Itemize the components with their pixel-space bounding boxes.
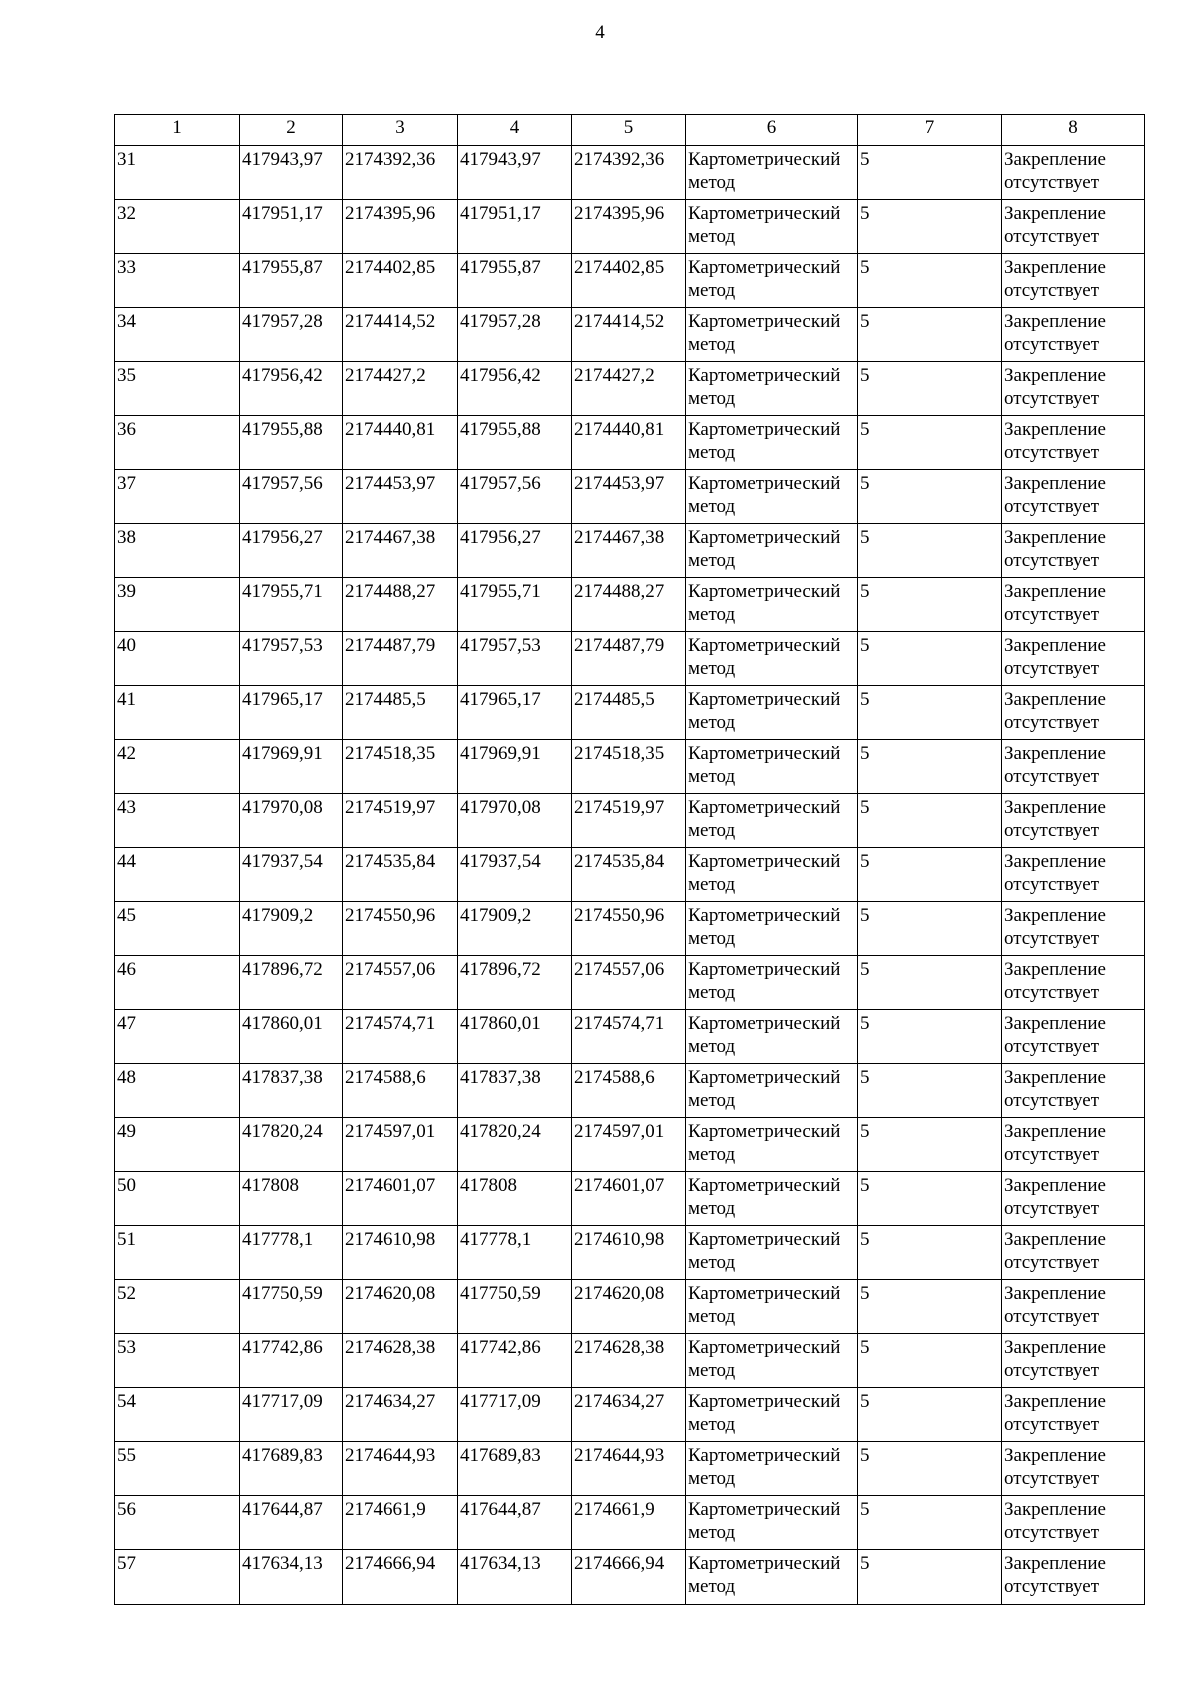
coordinates-table <box>114 114 1145 1605</box>
y-coordinate-cell: 2174574,71 <box>343 1010 458 1064</box>
point-number-cell: 46 <box>115 956 240 1010</box>
accuracy-cell: 5 <box>858 1010 1002 1064</box>
table-row <box>115 686 1145 740</box>
y-coordinate-cell: 2174518,35 <box>343 740 458 794</box>
x-coordinate-cell: 417860,01 <box>240 1010 343 1064</box>
table-row <box>115 1064 1145 1118</box>
table-body <box>115 146 1145 1605</box>
y-coordinate-cell: 2174414,52 <box>572 308 686 362</box>
y-coordinate-cell: 2174485,5 <box>572 686 686 740</box>
fixing-description-cell: Закрепление отсутствует <box>1002 254 1145 308</box>
x-coordinate-cell: 417896,72 <box>240 956 343 1010</box>
accuracy-cell: 5 <box>858 308 1002 362</box>
x-coordinate-cell: 417644,87 <box>240 1496 343 1550</box>
accuracy-cell: 5 <box>858 848 1002 902</box>
y-coordinate-cell: 2174574,71 <box>572 1010 686 1064</box>
y-coordinate-cell: 2174402,85 <box>572 254 686 308</box>
fixing-description-cell: Закрепление отсутствует <box>1002 1388 1145 1442</box>
accuracy-cell: 5 <box>858 1226 1002 1280</box>
x-coordinate-cell: 417943,97 <box>240 146 343 200</box>
y-coordinate-cell: 2174557,06 <box>572 956 686 1010</box>
y-coordinate-cell: 2174440,81 <box>572 416 686 470</box>
accuracy-cell: 5 <box>858 1442 1002 1496</box>
table-row <box>115 254 1145 308</box>
method-cell: Картометрический метод <box>686 1118 858 1172</box>
y-coordinate-cell: 2174588,6 <box>343 1064 458 1118</box>
y-coordinate-cell: 2174488,27 <box>572 578 686 632</box>
x-coordinate-cell: 417957,28 <box>458 308 572 362</box>
x-coordinate-cell: 417951,17 <box>458 200 572 254</box>
x-coordinate-cell: 417970,08 <box>458 794 572 848</box>
method-cell: Картометрический метод <box>686 308 858 362</box>
method-cell: Картометрический метод <box>686 470 858 524</box>
y-coordinate-cell: 2174610,98 <box>343 1226 458 1280</box>
accuracy-cell: 5 <box>858 1496 1002 1550</box>
x-coordinate-cell: 417957,56 <box>240 470 343 524</box>
y-coordinate-cell: 2174661,9 <box>572 1496 686 1550</box>
x-coordinate-cell: 417742,86 <box>240 1334 343 1388</box>
table-row <box>115 308 1145 362</box>
point-number-cell: 43 <box>115 794 240 848</box>
table-row <box>115 1118 1145 1172</box>
accuracy-cell: 5 <box>858 416 1002 470</box>
column-header: 7 <box>858 115 1002 146</box>
point-number-cell: 53 <box>115 1334 240 1388</box>
y-coordinate-cell: 2174392,36 <box>572 146 686 200</box>
y-coordinate-cell: 2174610,98 <box>572 1226 686 1280</box>
table-row <box>115 1442 1145 1496</box>
fixing-description-cell: Закрепление отсутствует <box>1002 470 1145 524</box>
method-cell: Картометрический метод <box>686 902 858 956</box>
accuracy-cell: 5 <box>858 1334 1002 1388</box>
fixing-description-cell: Закрепление отсутствует <box>1002 632 1145 686</box>
y-coordinate-cell: 2174453,97 <box>343 470 458 524</box>
point-number-cell: 51 <box>115 1226 240 1280</box>
method-cell: Картометрический метод <box>686 146 858 200</box>
y-coordinate-cell: 2174414,52 <box>343 308 458 362</box>
x-coordinate-cell: 417956,27 <box>240 524 343 578</box>
fixing-description-cell: Закрепление отсутствует <box>1002 794 1145 848</box>
fixing-description-cell: Закрепление отсутствует <box>1002 362 1145 416</box>
x-coordinate-cell: 417778,1 <box>458 1226 572 1280</box>
accuracy-cell: 5 <box>858 902 1002 956</box>
x-coordinate-cell: 417957,53 <box>458 632 572 686</box>
fixing-description-cell: Закрепление отсутствует <box>1002 1496 1145 1550</box>
y-coordinate-cell: 2174467,38 <box>343 524 458 578</box>
y-coordinate-cell: 2174535,84 <box>572 848 686 902</box>
method-cell: Картометрический метод <box>686 1388 858 1442</box>
accuracy-cell: 5 <box>858 1388 1002 1442</box>
table-row <box>115 1496 1145 1550</box>
y-coordinate-cell: 2174519,97 <box>343 794 458 848</box>
table-row <box>115 524 1145 578</box>
accuracy-cell: 5 <box>858 956 1002 1010</box>
accuracy-cell: 5 <box>858 1172 1002 1226</box>
y-coordinate-cell: 2174601,07 <box>572 1172 686 1226</box>
table-row <box>115 848 1145 902</box>
x-coordinate-cell: 417955,71 <box>458 578 572 632</box>
accuracy-cell: 5 <box>858 578 1002 632</box>
x-coordinate-cell: 417644,87 <box>458 1496 572 1550</box>
table-row <box>115 200 1145 254</box>
column-header: 1 <box>115 115 240 146</box>
point-number-cell: 31 <box>115 146 240 200</box>
point-number-cell: 40 <box>115 632 240 686</box>
y-coordinate-cell: 2174666,94 <box>343 1550 458 1605</box>
x-coordinate-cell: 417943,97 <box>458 146 572 200</box>
fixing-description-cell: Закрепление отсутствует <box>1002 578 1145 632</box>
fixing-description-cell: Закрепление отсутствует <box>1002 308 1145 362</box>
y-coordinate-cell: 2174634,27 <box>572 1388 686 1442</box>
y-coordinate-cell: 2174402,85 <box>343 254 458 308</box>
x-coordinate-cell: 417955,87 <box>240 254 343 308</box>
y-coordinate-cell: 2174588,6 <box>572 1064 686 1118</box>
point-number-cell: 55 <box>115 1442 240 1496</box>
fixing-description-cell: Закрепление отсутствует <box>1002 1226 1145 1280</box>
y-coordinate-cell: 2174550,96 <box>343 902 458 956</box>
fixing-description-cell: Закрепление отсутствует <box>1002 146 1145 200</box>
method-cell: Картометрический метод <box>686 1172 858 1226</box>
fixing-description-cell: Закрепление отсутствует <box>1002 1280 1145 1334</box>
y-coordinate-cell: 2174395,96 <box>343 200 458 254</box>
point-number-cell: 38 <box>115 524 240 578</box>
point-number-cell: 41 <box>115 686 240 740</box>
fixing-description-cell: Закрепление отсутствует <box>1002 1172 1145 1226</box>
method-cell: Картометрический метод <box>686 1010 858 1064</box>
method-cell: Картометрический метод <box>686 1442 858 1496</box>
y-coordinate-cell: 2174519,97 <box>572 794 686 848</box>
y-coordinate-cell: 2174488,27 <box>343 578 458 632</box>
x-coordinate-cell: 417896,72 <box>458 956 572 1010</box>
table-row <box>115 1280 1145 1334</box>
x-coordinate-cell: 417955,71 <box>240 578 343 632</box>
fixing-description-cell: Закрепление отсутствует <box>1002 740 1145 794</box>
column-header: 3 <box>343 115 458 146</box>
x-coordinate-cell: 417937,54 <box>240 848 343 902</box>
method-cell: Картометрический метод <box>686 362 858 416</box>
x-coordinate-cell: 417969,91 <box>240 740 343 794</box>
y-coordinate-cell: 2174666,94 <box>572 1550 686 1605</box>
y-coordinate-cell: 2174395,96 <box>572 200 686 254</box>
method-cell: Картометрический метод <box>686 1550 858 1605</box>
method-cell: Картометрический метод <box>686 1226 858 1280</box>
y-coordinate-cell: 2174628,38 <box>572 1334 686 1388</box>
method-cell: Картометрический метод <box>686 1334 858 1388</box>
x-coordinate-cell: 417742,86 <box>458 1334 572 1388</box>
accuracy-cell: 5 <box>858 1064 1002 1118</box>
accuracy-cell: 5 <box>858 524 1002 578</box>
y-coordinate-cell: 2174427,2 <box>572 362 686 416</box>
method-cell: Картометрический метод <box>686 632 858 686</box>
y-coordinate-cell: 2174487,79 <box>572 632 686 686</box>
fixing-description-cell: Закрепление отсутствует <box>1002 1334 1145 1388</box>
x-coordinate-cell: 417969,91 <box>458 740 572 794</box>
fixing-description-cell: Закрепление отсутствует <box>1002 1118 1145 1172</box>
fixing-description-cell: Закрепление отсутствует <box>1002 848 1145 902</box>
y-coordinate-cell: 2174518,35 <box>572 740 686 794</box>
table-row <box>115 956 1145 1010</box>
accuracy-cell: 5 <box>858 794 1002 848</box>
y-coordinate-cell: 2174557,06 <box>343 956 458 1010</box>
table-header <box>115 115 1145 146</box>
table-row <box>115 1334 1145 1388</box>
column-header: 6 <box>686 115 858 146</box>
accuracy-cell: 5 <box>858 1550 1002 1605</box>
x-coordinate-cell: 417955,88 <box>240 416 343 470</box>
x-coordinate-cell: 417860,01 <box>458 1010 572 1064</box>
method-cell: Картометрический метод <box>686 578 858 632</box>
y-coordinate-cell: 2174634,27 <box>343 1388 458 1442</box>
x-coordinate-cell: 417778,1 <box>240 1226 343 1280</box>
method-cell: Картометрический метод <box>686 1496 858 1550</box>
point-number-cell: 39 <box>115 578 240 632</box>
point-number-cell: 44 <box>115 848 240 902</box>
y-coordinate-cell: 2174628,38 <box>343 1334 458 1388</box>
fixing-description-cell: Закрепление отсутствует <box>1002 1010 1145 1064</box>
fixing-description-cell: Закрепление отсутствует <box>1002 686 1145 740</box>
table-row <box>115 416 1145 470</box>
method-cell: Картометрический метод <box>686 254 858 308</box>
point-number-cell: 35 <box>115 362 240 416</box>
x-coordinate-cell: 417957,53 <box>240 632 343 686</box>
x-coordinate-cell: 417837,38 <box>458 1064 572 1118</box>
point-number-cell: 33 <box>115 254 240 308</box>
method-cell: Картометрический метод <box>686 956 858 1010</box>
y-coordinate-cell: 2174601,07 <box>343 1172 458 1226</box>
y-coordinate-cell: 2174597,01 <box>572 1118 686 1172</box>
column-header: 5 <box>572 115 686 146</box>
y-coordinate-cell: 2174485,5 <box>343 686 458 740</box>
x-coordinate-cell: 417808 <box>458 1172 572 1226</box>
x-coordinate-cell: 417689,83 <box>240 1442 343 1496</box>
point-number-cell: 54 <box>115 1388 240 1442</box>
y-coordinate-cell: 2174597,01 <box>343 1118 458 1172</box>
fixing-description-cell: Закрепление отсутствует <box>1002 524 1145 578</box>
y-coordinate-cell: 2174620,08 <box>343 1280 458 1334</box>
x-coordinate-cell: 417956,42 <box>240 362 343 416</box>
x-coordinate-cell: 417634,13 <box>240 1550 343 1605</box>
method-cell: Картометрический метод <box>686 740 858 794</box>
x-coordinate-cell: 417957,28 <box>240 308 343 362</box>
method-cell: Картометрический метод <box>686 524 858 578</box>
y-coordinate-cell: 2174620,08 <box>572 1280 686 1334</box>
y-coordinate-cell: 2174467,38 <box>572 524 686 578</box>
y-coordinate-cell: 2174392,36 <box>343 146 458 200</box>
fixing-description-cell: Закрепление отсутствует <box>1002 416 1145 470</box>
y-coordinate-cell: 2174487,79 <box>343 632 458 686</box>
point-number-cell: 56 <box>115 1496 240 1550</box>
accuracy-cell: 5 <box>858 632 1002 686</box>
y-coordinate-cell: 2174427,2 <box>343 362 458 416</box>
table-row <box>115 1172 1145 1226</box>
y-coordinate-cell: 2174440,81 <box>343 416 458 470</box>
header-row <box>115 115 1145 146</box>
x-coordinate-cell: 417634,13 <box>458 1550 572 1605</box>
x-coordinate-cell: 417717,09 <box>240 1388 343 1442</box>
x-coordinate-cell: 417937,54 <box>458 848 572 902</box>
x-coordinate-cell: 417951,17 <box>240 200 343 254</box>
accuracy-cell: 5 <box>858 470 1002 524</box>
table-row <box>115 146 1145 200</box>
point-number-cell: 45 <box>115 902 240 956</box>
x-coordinate-cell: 417955,87 <box>458 254 572 308</box>
accuracy-cell: 5 <box>858 740 1002 794</box>
x-coordinate-cell: 417909,2 <box>240 902 343 956</box>
accuracy-cell: 5 <box>858 686 1002 740</box>
table-row <box>115 794 1145 848</box>
table-row <box>115 1388 1145 1442</box>
method-cell: Картометрический метод <box>686 1280 858 1334</box>
point-number-cell: 37 <box>115 470 240 524</box>
point-number-cell: 36 <box>115 416 240 470</box>
point-number-cell: 57 <box>115 1550 240 1605</box>
point-number-cell: 47 <box>115 1010 240 1064</box>
x-coordinate-cell: 417837,38 <box>240 1064 343 1118</box>
fixing-description-cell: Закрепление отсутствует <box>1002 902 1145 956</box>
x-coordinate-cell: 417965,17 <box>240 686 343 740</box>
table-row <box>115 362 1145 416</box>
x-coordinate-cell: 417965,17 <box>458 686 572 740</box>
y-coordinate-cell: 2174644,93 <box>343 1442 458 1496</box>
y-coordinate-cell: 2174644,93 <box>572 1442 686 1496</box>
column-header: 4 <box>458 115 572 146</box>
point-number-cell: 42 <box>115 740 240 794</box>
x-coordinate-cell: 417689,83 <box>458 1442 572 1496</box>
y-coordinate-cell: 2174453,97 <box>572 470 686 524</box>
x-coordinate-cell: 417955,88 <box>458 416 572 470</box>
method-cell: Картометрический метод <box>686 794 858 848</box>
accuracy-cell: 5 <box>858 200 1002 254</box>
fixing-description-cell: Закрепление отсутствует <box>1002 1442 1145 1496</box>
column-header: 8 <box>1002 115 1145 146</box>
accuracy-cell: 5 <box>858 1280 1002 1334</box>
accuracy-cell: 5 <box>858 1118 1002 1172</box>
table-row <box>115 1010 1145 1064</box>
x-coordinate-cell: 417717,09 <box>458 1388 572 1442</box>
method-cell: Картометрический метод <box>686 686 858 740</box>
x-coordinate-cell: 417750,59 <box>240 1280 343 1334</box>
fixing-description-cell: Закрепление отсутствует <box>1002 1550 1145 1605</box>
fixing-description-cell: Закрепление отсутствует <box>1002 200 1145 254</box>
point-number-cell: 50 <box>115 1172 240 1226</box>
table-row <box>115 740 1145 794</box>
x-coordinate-cell: 417909,2 <box>458 902 572 956</box>
x-coordinate-cell: 417820,24 <box>240 1118 343 1172</box>
method-cell: Картометрический метод <box>686 416 858 470</box>
x-coordinate-cell: 417808 <box>240 1172 343 1226</box>
x-coordinate-cell: 417956,42 <box>458 362 572 416</box>
table-row <box>115 470 1145 524</box>
x-coordinate-cell: 417957,56 <box>458 470 572 524</box>
method-cell: Картометрический метод <box>686 200 858 254</box>
y-coordinate-cell: 2174550,96 <box>572 902 686 956</box>
x-coordinate-cell: 417956,27 <box>458 524 572 578</box>
page-number: 4 <box>595 22 605 43</box>
point-number-cell: 34 <box>115 308 240 362</box>
y-coordinate-cell: 2174535,84 <box>343 848 458 902</box>
point-number-cell: 48 <box>115 1064 240 1118</box>
fixing-description-cell: Закрепление отсутствует <box>1002 1064 1145 1118</box>
x-coordinate-cell: 417820,24 <box>458 1118 572 1172</box>
table-row <box>115 1550 1145 1605</box>
point-number-cell: 52 <box>115 1280 240 1334</box>
x-coordinate-cell: 417750,59 <box>458 1280 572 1334</box>
fixing-description-cell: Закрепление отсутствует <box>1002 956 1145 1010</box>
table-row <box>115 1226 1145 1280</box>
accuracy-cell: 5 <box>858 146 1002 200</box>
point-number-cell: 32 <box>115 200 240 254</box>
column-header: 2 <box>240 115 343 146</box>
x-coordinate-cell: 417970,08 <box>240 794 343 848</box>
table-row <box>115 632 1145 686</box>
accuracy-cell: 5 <box>858 362 1002 416</box>
table-row <box>115 578 1145 632</box>
y-coordinate-cell: 2174661,9 <box>343 1496 458 1550</box>
point-number-cell: 49 <box>115 1118 240 1172</box>
method-cell: Картометрический метод <box>686 848 858 902</box>
accuracy-cell: 5 <box>858 254 1002 308</box>
table-row <box>115 902 1145 956</box>
method-cell: Картометрический метод <box>686 1064 858 1118</box>
